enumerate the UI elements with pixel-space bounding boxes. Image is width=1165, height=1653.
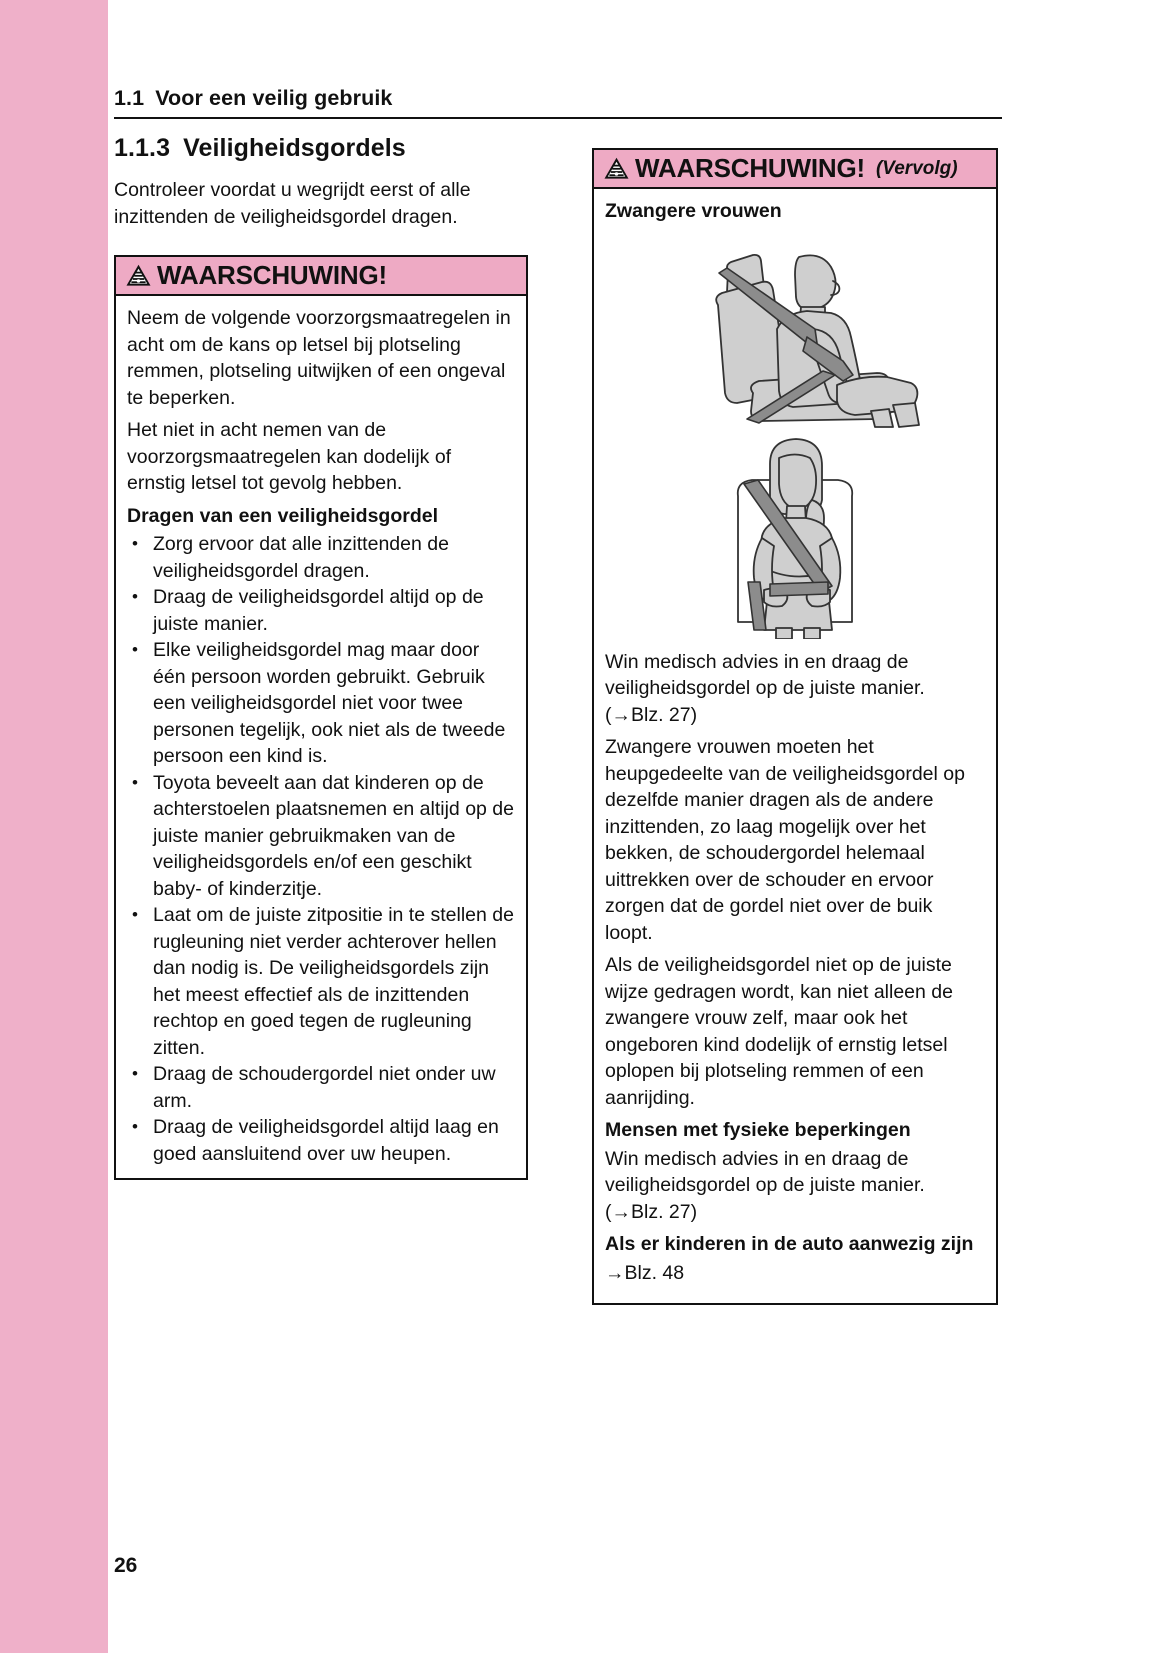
page-edge-color-strip xyxy=(0,0,108,1653)
running-head-number: 1.1 xyxy=(114,86,145,110)
warning-box-right xyxy=(592,148,998,1305)
warning-bar-right xyxy=(594,150,996,189)
warning-body-left xyxy=(116,296,526,1178)
left-column xyxy=(114,134,528,1180)
list-item: • Toyota beveelt aan dat kinderen op de achterstoelen plaatsnemen en altijd op de juiste manier gebruikmaken van de veiligheidsgordels en/of een geschikt baby- of kinderzitje. xyxy=(127,770,515,903)
intro-paragraph: Controleer voordat u wegrijdt eerst of alle inzittenden de veiligheidsgordel dragen. xyxy=(114,179,471,228)
page-number: 26 xyxy=(114,1554,138,1577)
section-number: 1.1.3 xyxy=(114,134,171,162)
list-item: • Laat om de juiste zitpositie in te stellen de rugleuning niet verder achterover hellen dan nodig is. De veiligheidsgordels zijn het meest effectief als de inzittenden rechtop en goed tegen de rugleuning zitten. xyxy=(127,902,515,1061)
warning-bar-left xyxy=(116,257,526,296)
warning-box-left xyxy=(114,255,528,1180)
warning-subheading-pregnant-women: Zwangere vrouwen xyxy=(605,200,782,222)
list-item: • Elke veiligheidsgordel mag maar door één persoon worden gebruikt. Gebruik een veiligheidsgordel niet voor twee personen tegelijk, ook niet als de tweede persoon een kind is. xyxy=(127,637,515,770)
warning-subheading-physical-limitations: Mensen met fysieke beperkingen xyxy=(605,1119,911,1141)
warning-subheading-children-in-car: Als er kinderen in de auto aanwezig zijn xyxy=(605,1233,974,1255)
warning-paragraph: Het niet in acht nemen van de voorzorgsmaatregelen kan dodelijk of ernstig letsel tot gevolg hebben. xyxy=(127,419,452,494)
warning-title-right: WAARSCHUWING! xyxy=(635,153,865,183)
pregnant-woman-seated-side-view-illustration xyxy=(665,233,925,428)
running-head-rule xyxy=(114,117,1002,119)
list-item: • Draag de schoudergordel niet onder uw arm. xyxy=(127,1061,515,1114)
warning-title-left: WAARSCHUWING! xyxy=(157,260,387,290)
right-column xyxy=(592,148,998,1305)
pregnant-woman-seated-front-view-illustration xyxy=(700,434,890,639)
warning-triangle-icon xyxy=(125,263,152,287)
warning-body-right xyxy=(594,189,996,1303)
list-item: • Draag de veiligheidsgordel altijd op de juiste manier. xyxy=(127,584,515,637)
page-body xyxy=(108,0,1165,1653)
warning-bullet-list xyxy=(127,531,515,1167)
list-item: • Zorg ervoor dat alle inzittenden de veiligheidsgordel dragen. xyxy=(127,531,515,584)
page-cross-reference: →Blz. 48 xyxy=(605,1261,685,1284)
list-item: • Draag de veiligheidsgordel altijd laag en goed aansluitend over uw heupen. xyxy=(127,1114,515,1167)
warning-paragraph: Neem de volgende voorzorgsmaatregelen in acht om de kans op letsel bij plotseling remmen, plotseling uitwijken of een ongeval te beperken. xyxy=(127,307,511,409)
warning-subheading-wearing-belt: Dragen van een veiligheidsgordel xyxy=(127,504,439,527)
warning-paragraph: Zwangere vrouwen moeten het heupgedeelte van de veiligheidsgordel op dezelfde manier dragen als de andere inzittenden, zo laag mogelijk over het bekken, de schoudergordel helemaal uittrekken over de schouder en ervoor zorgen dat de gordel niet over de buik loopt. xyxy=(605,736,965,944)
running-head-text xyxy=(114,86,1002,111)
warning-paragraph: Win medisch advies in en draag de veiligheidsgordel op de juiste manier. (→Blz. 27) xyxy=(605,650,925,726)
section-heading xyxy=(114,134,528,163)
section-title: Veiligheidsgordels xyxy=(183,134,406,162)
warning-triangle-icon xyxy=(603,156,630,180)
illustration-group xyxy=(605,227,985,649)
warning-paragraph: Win medisch advies in en draag de veiligheidsgordel op de juiste manier. (→Blz. 27) xyxy=(605,1147,925,1223)
running-head xyxy=(114,86,1002,119)
running-head-title: Voor een veilig gebruik xyxy=(155,86,393,110)
warning-paragraph: Als de veiligheidsgordel niet op de juiste wijze gedragen wordt, kan niet alleen de zwangere vrouw zelf, maar ook het ongeboren kind dodelijk of ernstig letsel oplopen bij plotseling remmen of een aanrijding. xyxy=(605,954,953,1109)
warning-continued-label: (Vervolg) xyxy=(875,157,958,179)
